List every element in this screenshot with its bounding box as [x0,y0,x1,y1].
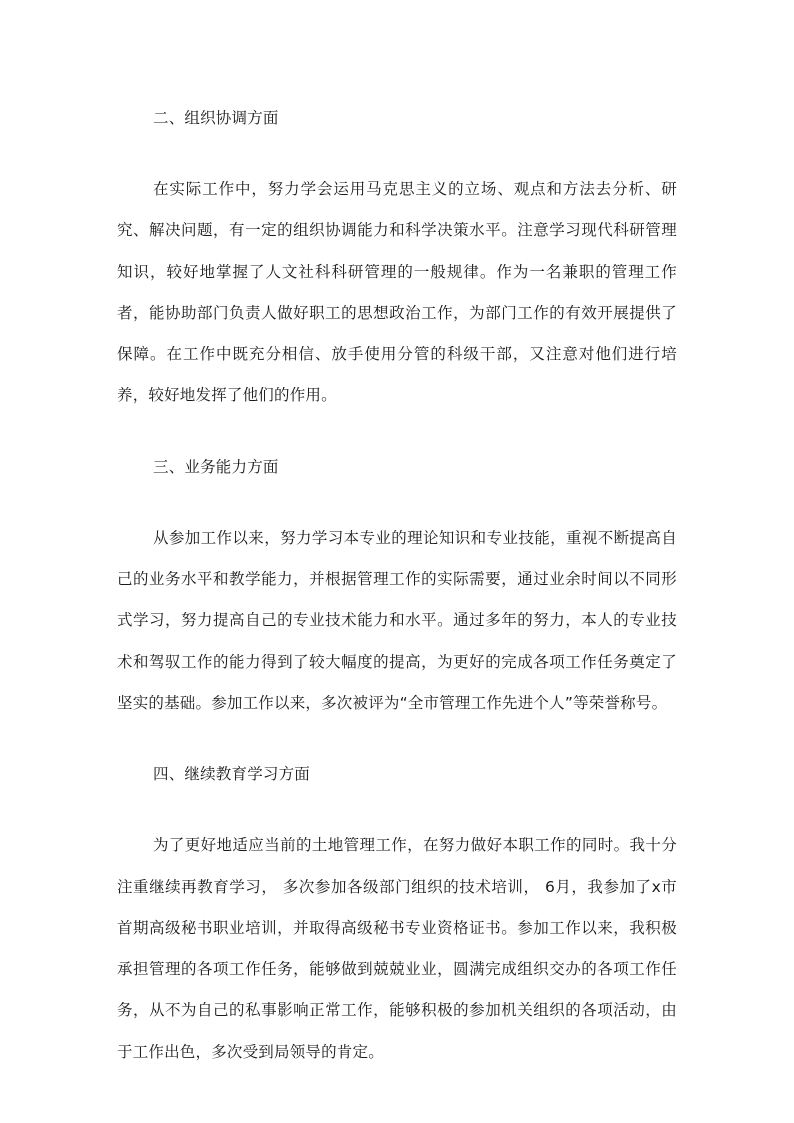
document-body [117,98,677,1103]
section-heading: 三、业务能力方面 [153,457,279,476]
section-paragraph: 为了更好地适应当前的土地管理工作，在努力做好本职工作的同时。我十分注重继续再教育学习， 多次参加各级部门组织的技术培训， 6月，我参加了x市首期高级秘书职业培训，并取得高级秘书专业资格证书。参加工作以来，我积极承担管理的各项工作任务，能够做到兢兢业业，圆满完成组织交办的各项工作任务，从不为自己的私事影响正常工作，能够积极的参加机关组织的各项活动，由于工作出色，多次受到局领导的肯定。 [117,836,677,1061]
section-business-ability [117,447,677,724]
section-heading: 四、继续教育学习方面 [153,765,311,784]
section-heading: 二、组织协调方面 [153,109,279,127]
section-continuing-education [117,754,677,1073]
section-paragraph: 从参加工作以来，努力学习本专业的理论知识和专业技能，重视不断提高自己的业务水平和教学能力，并根据管理工作的实际需要，通过业余时间以不同形式学习，努力提高自己的专业技术能力和水平。通过多年的努力，本人的专业技术和驾驭工作的能力得到了较大幅度的提高，为更好的完成各项工作任务奠定了坚实的基础。参加工作以来，多次被评为“全市管理工作先进个人”等荣誉称号。 [117,528,677,712]
section-organization-coordination [117,98,677,417]
section-paragraph: 在实际工作中，努力学会运用马克思主义的立场、观点和方法去分析、研究、解决问题，有一定的组织协调能力和科学决策水平。注意学习现代科研管理知识，较好地掌握了人文社科科研管理的一般规律。作为一名兼职的管理工作者，能协助部门负责人做好职工的思想政治工作，为部门工作的有效开展提供了保障。在工作中既充分相信、放手使用分管的科级干部，又注意对他们进行培养，较好地发挥了他们的作用。 [117,180,677,405]
